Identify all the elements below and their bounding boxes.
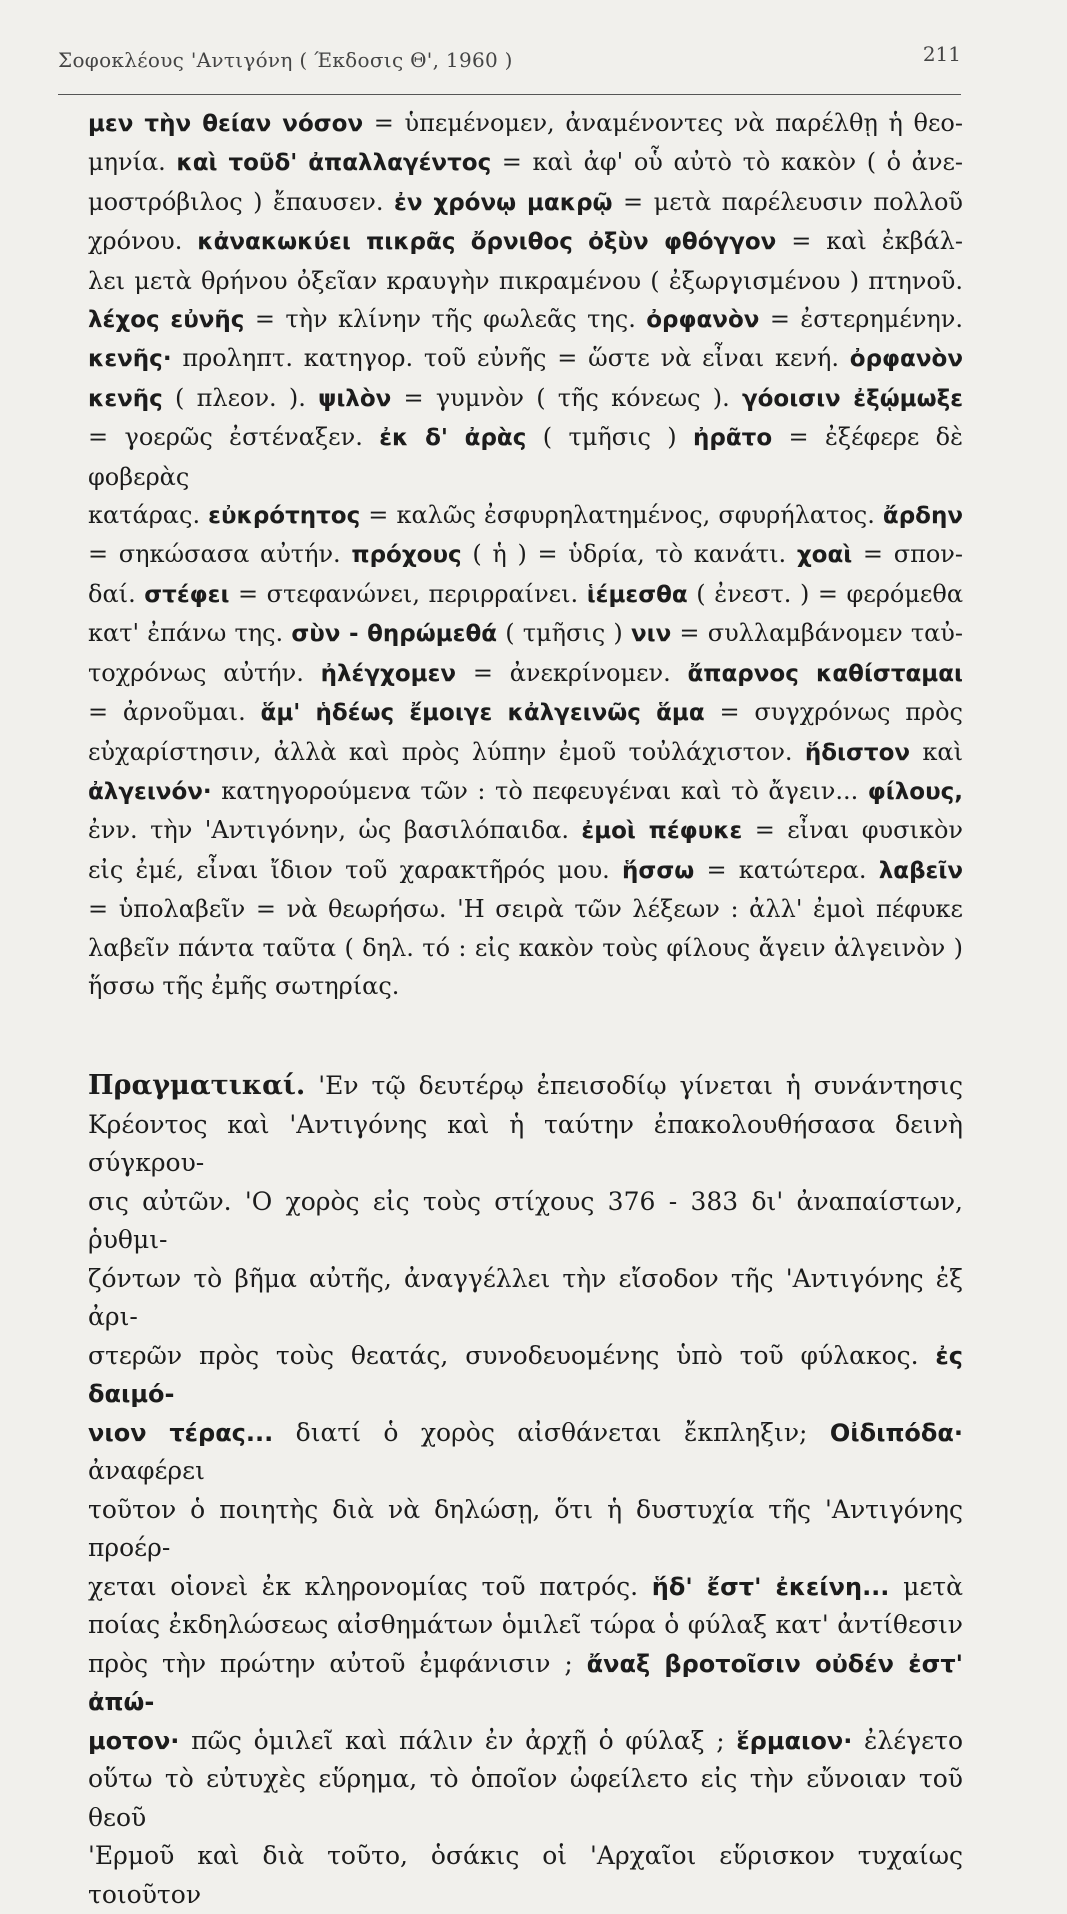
commentary-line	[88, 104, 963, 143]
section-line	[88, 1606, 963, 1645]
section-line	[88, 1183, 963, 1260]
gloss-text: τοχρόνως αὐτήν.	[88, 658, 321, 687]
commentary-line	[88, 654, 963, 693]
commentary-line	[88, 222, 963, 261]
lemma: ὀρφανὸν	[849, 346, 963, 373]
section-line	[88, 1568, 963, 1607]
gloss-text: = συλλαμβάνομεν ταὐ-	[671, 619, 964, 648]
lemma: μοτον·	[88, 1726, 180, 1755]
gloss-text: μοστρόβιλος ) ἔπαυσεν.	[88, 187, 395, 216]
lemma: ἕρμαιον·	[736, 1726, 853, 1755]
gloss-text: = ἐστερημένην.	[759, 305, 963, 334]
commentary-line	[88, 379, 963, 418]
commentary-line	[88, 418, 963, 496]
gloss-text: προληπτ. κατηγορ. τοῦ εὐνῆς = ὥστε νὰ εἶναι κενή.	[171, 344, 850, 373]
gloss-text: σις αὐτῶν. 'Ο χορὸς εἰς τοὺς στίχους 376 - 383 δι' ἀναπαίστων, ῥυθμι-	[88, 1186, 963, 1255]
gloss-text: ἥσσω τῆς ἐμῆς σωτηρίας.	[88, 971, 400, 1000]
gloss-text: χρόνου.	[88, 227, 198, 256]
section-line	[88, 1106, 963, 1183]
lemma: ἥσσω	[622, 857, 695, 884]
gloss-text: = σπον-	[852, 540, 964, 569]
lemma: ἐμοὶ πέφυκε	[581, 818, 743, 845]
gloss-text: = εἶναι φυσικὸν	[742, 816, 963, 845]
gloss-text: = καὶ ἀφ' οὗ αὐτὸ τὸ κακὸν ( ὁ ἀνε-	[491, 148, 963, 177]
commentary-line	[88, 535, 963, 574]
section-line	[88, 1491, 963, 1568]
gloss-text: = ὑπολαβεῖν = νὰ θεωρήσω. 'Η σειρὰ τῶν λέξεων : ἀλλ' ἐμοὶ πέφυκε	[88, 895, 963, 924]
lemma: ἀλγεινόν·	[88, 778, 212, 805]
gloss-text: κατ' ἐπάνω της.	[88, 619, 292, 648]
gloss-text: ( πλεον. ).	[162, 383, 319, 412]
commentary-line	[88, 929, 963, 967]
commentary-line	[88, 811, 963, 850]
commentary-line	[88, 967, 963, 1005]
lemma: ἥδιστον	[804, 739, 911, 766]
gloss-text: χεται οἱονεὶ ἐκ κληρονομίας τοῦ πατρός.	[88, 1571, 652, 1601]
gloss-text: = κατώτερα.	[694, 855, 879, 884]
lemma: σὺν - θηρώμεθά	[291, 621, 498, 648]
running-title: Σοφοκλέους 'Αντιγόνη ( Έκδοσις Θ', 1960 )	[58, 48, 513, 72]
commentary-line	[88, 733, 963, 772]
lemma: λέχος εὐνῆς	[88, 307, 245, 334]
gloss-text: ( ἐνεστ. ) = φερόμεθα	[687, 579, 964, 608]
gloss-text: 'Εν τῷ δευτέρῳ ἐπεισοδίῳ γίνεται ἡ συνάντησις	[305, 1071, 963, 1101]
gloss-text: = ἀνεκρίνομεν.	[456, 658, 688, 687]
commentary-line	[88, 183, 963, 222]
gloss-text: τοῦτον ὁ ποιητὴς διὰ νὰ δηλώσῃ, ὅτι ἡ δυστυχία τῆς 'Αντιγόνης προέρ-	[88, 1494, 963, 1563]
gloss-text: = σηκώσασα αὐτήν.	[88, 540, 352, 569]
lemma: εὐκρότητος	[208, 503, 361, 530]
commentary-line	[88, 262, 963, 300]
gloss-text: λει μετὰ θρήνου ὀξεῖαν κραυγὴν πικραμένου ( ἐξωργισμένου ) πτηνοῦ.	[88, 266, 963, 295]
lemma: ἄναξ βροτοῖσιν οὐδέν ἐστ' ἀπώ-	[88, 1649, 963, 1717]
commentary-line	[88, 851, 963, 890]
gloss-text: = καὶ ἐκβάλ-	[776, 227, 963, 256]
lemma: ἱέμεσθα	[586, 581, 688, 608]
lemma: ὀρφανὸν	[646, 307, 760, 334]
lemma: ἄρδην	[882, 503, 963, 530]
section-line	[88, 1260, 963, 1337]
gloss-text: ζόντων τὸ βῆμα αὐτῆς, ἀναγγέλλει τὴν εἴσοδον τῆς 'Αντιγόνης ἐξ ἀρι-	[88, 1263, 963, 1332]
gloss-text: ( τμῆσις )	[526, 423, 694, 452]
gloss-text: μηνία.	[88, 148, 177, 177]
gloss-text: οὕτω τὸ εὐτυχὲς εὕρημα, τὸ ὁποῖον ὠφείλετο εἰς τὴν εὔνοιαν τοῦ θεοῦ	[88, 1764, 963, 1832]
lemma: καὶ τοῦδ' ἀπαλλαγέντος	[176, 150, 492, 177]
gloss-text: = γυμνὸν ( τῆς κόνεως ).	[391, 383, 742, 412]
lemma: ἐς δαιμό-	[88, 1341, 963, 1409]
gloss-text: = στεφανώνει, περιρραίνει.	[229, 579, 587, 608]
commentary-line	[88, 339, 963, 378]
page-body	[88, 104, 963, 1914]
lemma: νιον τέρας...	[88, 1418, 274, 1447]
lemma: μεν τὴν θείαν νόσον	[88, 111, 364, 137]
gloss-text: ἐνν. τὴν 'Αντιγόνην, ὡς βασιλόπαιδα.	[88, 816, 582, 845]
lemma: χοαὶ	[796, 542, 853, 569]
lemma: στέφει	[144, 581, 230, 608]
gloss-text: Κρέοντος καὶ 'Αντιγόνης καὶ ἡ ταύτην ἐπακολουθήσασα δεινὴ σύγκρου-	[88, 1109, 963, 1178]
gloss-text: κατηγορούμενα τῶν : τὸ πεφευγέναι καὶ τὸ ἄγειν...	[211, 776, 868, 805]
commentary-line	[88, 693, 963, 732]
commentary-line	[88, 300, 963, 339]
lemma: ἅμ' ἡδέως ἔμοιγε κἀλγεινῶς ἅμα	[260, 700, 705, 727]
commentary-line	[88, 575, 963, 614]
lemma: γόοισιν ἐξῴμωξε	[741, 385, 963, 412]
commentary-line	[88, 496, 963, 535]
gloss-text: = τὴν κλίνην τῆς φωλεᾶς της.	[244, 305, 647, 334]
lemma: φίλους,	[867, 778, 963, 805]
page-number: 211	[922, 42, 961, 66]
section-line	[88, 1067, 963, 1106]
lemma: κενῆς	[88, 385, 163, 412]
gloss-text: = ἀρνοῦμαι.	[88, 698, 261, 727]
commentary-line	[88, 772, 963, 811]
gloss-text: = μετὰ παρέλευσιν πολλοῦ	[612, 187, 963, 216]
gloss-text: μετὰ	[889, 1571, 963, 1601]
gloss-text: = γοερῶς ἐστέναξεν.	[88, 423, 380, 452]
lemma: ἐκ δ' ἀρὰς	[379, 425, 527, 452]
lemma: λαβεῖν	[878, 857, 963, 884]
section-line	[88, 1337, 963, 1414]
gloss-text: εὐχαρίστησιν, ἀλλὰ καὶ πρὸς λύπην ἐμοῦ τοὐλάχιστον.	[88, 737, 805, 766]
lemma: ἐν χρόνῳ μακρῷ	[394, 189, 613, 216]
pragmatikai-section	[88, 1067, 963, 1914]
commentary-block	[88, 104, 963, 1005]
gloss-text: ( ἡ ) = ὑδρία, τὸ κανάτι.	[461, 540, 797, 569]
gloss-text: ἐλέγετο	[852, 1725, 963, 1755]
gloss-text: 'Ερμοῦ καὶ διὰ τοῦτο, ὁσάκις οἱ 'Αρχαῖοι εὕρισκον τυχαίως τοιοῦτον	[88, 1841, 963, 1909]
gloss-text: πῶς ὁμιλεῖ καὶ πάλιν ἐν ἀρχῇ ὁ φύλαξ ;	[179, 1725, 737, 1755]
section-line	[88, 1645, 963, 1722]
gloss-text: καὶ	[910, 737, 963, 766]
lemma: κἀνακωκύει πικρᾶς ὄρνιθος ὀξὺν φθόγγον	[197, 229, 777, 256]
lemma: πρόχους	[351, 542, 462, 569]
lemma: κενῆς·	[88, 346, 172, 373]
gloss-text: διατί ὁ χορὸς αἰσθάνεται ἔκπληξιν;	[273, 1417, 830, 1447]
gloss-text: = ἐξέφερε δὲ φοβερὰς	[88, 423, 963, 491]
lemma: Οἰδιπόδα·	[829, 1418, 964, 1447]
gloss-text: = ὑπεμένομεν, ἀναμένοντες νὰ παρέλθῃ ἡ θεο-	[363, 109, 963, 137]
gloss-text: πρὸς τὴν πρώτην αὐτοῦ ἐμφάνισιν ;	[88, 1648, 587, 1678]
section-line	[88, 1760, 963, 1837]
section-line	[88, 1837, 963, 1914]
lemma: ἄπαρνος καθίσταμαι	[687, 660, 963, 687]
running-head	[58, 34, 961, 95]
gloss-text: = συγχρόνως πρὸς	[704, 698, 963, 727]
gloss-text: ποίας ἐκδηλώσεως αἰσθημάτων ὁμιλεῖ τώρα ὁ φύλαξ κατ' ἀντίθεσιν	[88, 1610, 963, 1640]
gloss-text: = καλῶς ἐσφυρηλατημένος, σφυρήλατος.	[360, 501, 883, 530]
lemma: ἠλέγχομεν	[320, 660, 457, 687]
section-line	[88, 1722, 963, 1761]
gloss-text: δαί.	[88, 579, 145, 608]
lemma: νιν	[630, 621, 672, 648]
gloss-text: λαβεῖν πάντα ταῦτα ( δηλ. τό : εἰς κακὸν τοὺς φίλους ἄγειν ἀλγεινὸν )	[88, 933, 963, 962]
lemma: ψιλὸν	[318, 385, 392, 412]
gloss-text: στερῶν πρὸς τοὺς θεατάς, συνοδευομένης ὑπὸ τοῦ φύλακος.	[88, 1340, 936, 1370]
lemma: ἥδ' ἔστ' ἐκείνη...	[651, 1572, 890, 1601]
section-line	[88, 1414, 963, 1491]
section-heading: Πραγματικαί.	[88, 1070, 306, 1102]
lemma: ἠρᾶτο	[693, 425, 773, 452]
gloss-text: ( τμῆσις )	[497, 619, 631, 648]
commentary-line	[88, 890, 963, 928]
gloss-text: ἀναφέρει	[88, 1456, 205, 1486]
gloss-text: εἰς ἐμέ, εἶναι ἴδιον τοῦ χαρακτῆρός μου.	[88, 855, 623, 884]
commentary-line	[88, 143, 963, 182]
commentary-line	[88, 614, 963, 653]
gloss-text: κατάρας.	[88, 501, 209, 530]
